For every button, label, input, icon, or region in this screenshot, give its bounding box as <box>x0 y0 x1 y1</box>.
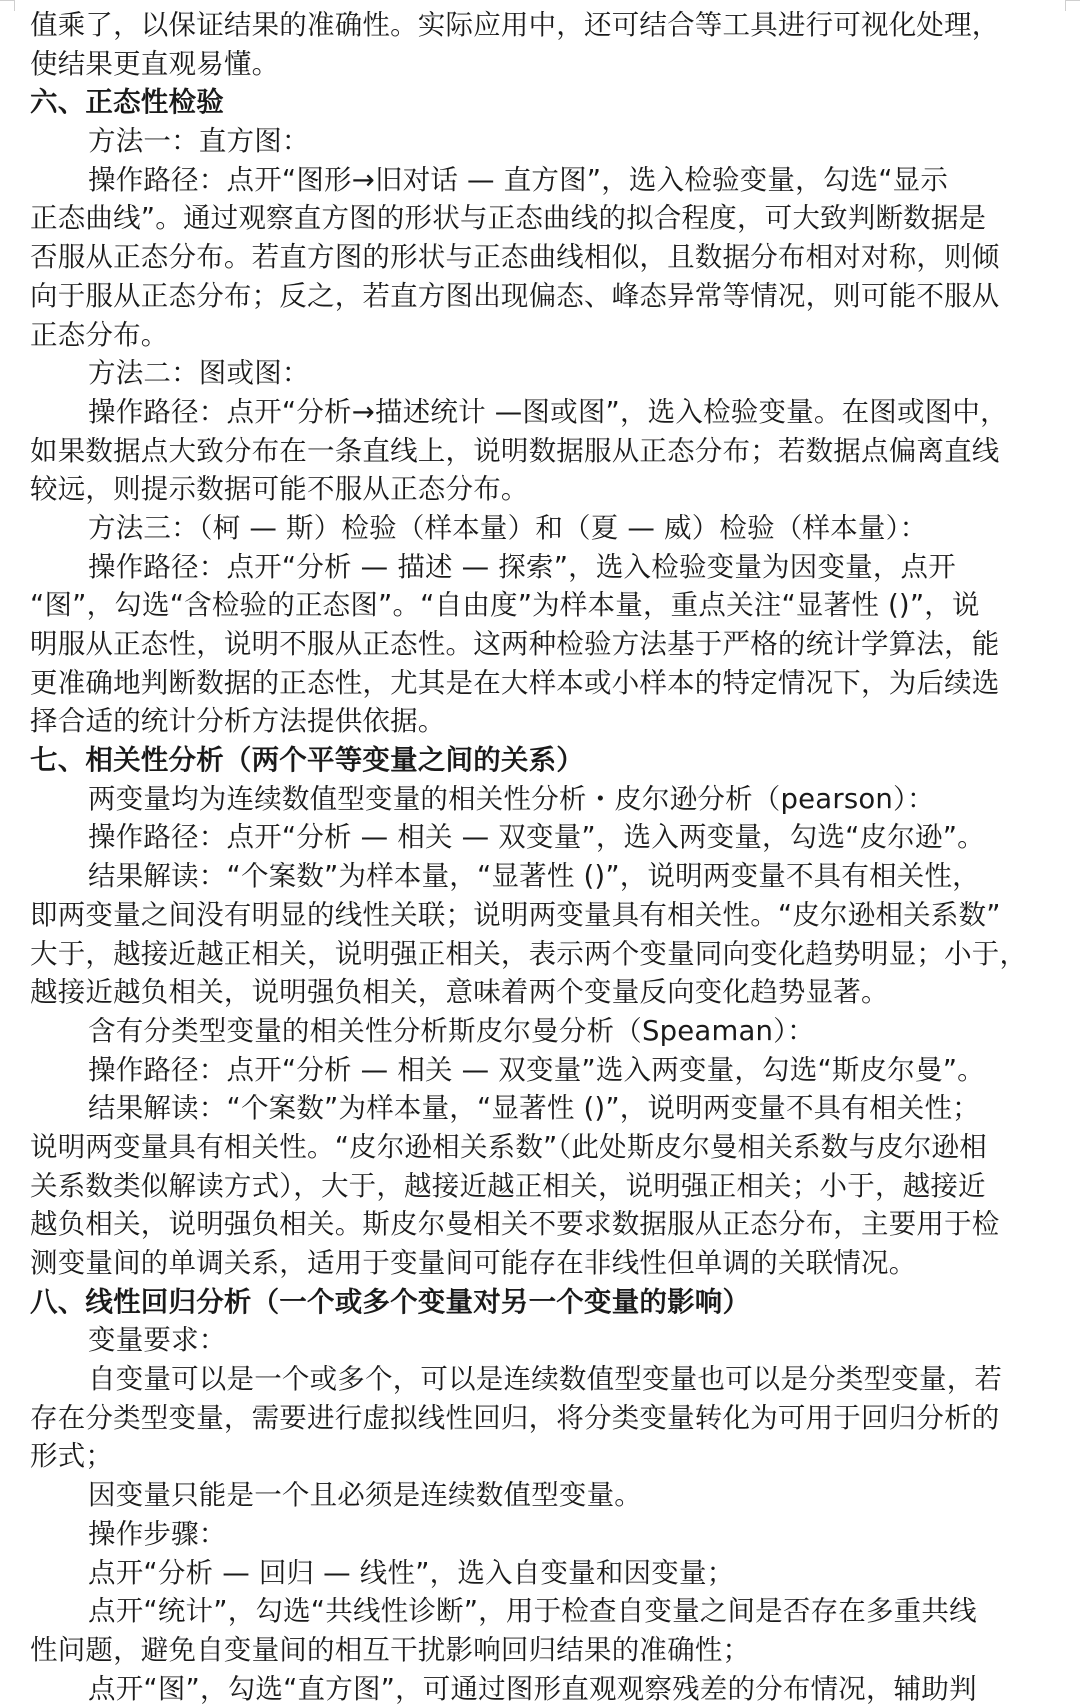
paragraph-line: 否服从正态分布。若直方图的形状与正态曲线相似，且数据分布相对对称，则倾 <box>30 241 1000 274</box>
paragraph-line: “图”，勾选“含检验的正态图”。“自由度”为样本量，重点关注“显著性 ()”，说 <box>30 589 980 622</box>
page-corner-mark <box>0 0 15 11</box>
page-corner-mark <box>1065 0 1080 11</box>
paragraph-line: 如果数据点大致分布在一条直线上，说明数据服从正态分布；若数据点偏离直线 <box>30 434 1000 467</box>
paragraph-line: 明服从正态性，说明不服从正态性。这两种检验方法基于严格的统计学算法，能 <box>30 628 1000 660</box>
paragraph-line: 因变量只能是一个且必须是连续数值型变量。 <box>88 1479 642 1512</box>
paragraph-line: 点开“分析 — 回归 — 线性”，选入自变量和因变量； <box>88 1556 735 1589</box>
paragraph-line: 结果解读：“个案数”为样本量，“显著性 ()”，说明两变量不具有相关性， <box>88 860 980 893</box>
paragraph-line: 越接近越负相关，说明强负相关，意味着两个变量反向变化趋势显著。 <box>30 976 889 1009</box>
section-heading-linear-regression: 八、线性回归分析（一个或多个变量对另一个变量的影响） <box>30 1285 751 1318</box>
subheading-variable-requirements: 变量要求： <box>88 1324 227 1357</box>
paragraph-line: 自变量可以是一个或多个，可以是连续数值型变量也可以是分类型变量，若 <box>88 1363 1003 1396</box>
section-heading-correlation: 七、相关性分析（两个平等变量之间的关系） <box>30 744 584 777</box>
paragraph-line: 正态曲线”。通过观察直方图的形状与正态曲线的拟合程度，可大致判断数据是 <box>30 202 987 235</box>
paragraph-line: 关系数类似解读方式），大于，越接近越正相关，说明强正相关；小于，越接近 <box>30 1169 986 1202</box>
section-heading-normality-test: 六、正态性检验 <box>30 86 224 119</box>
paragraph-line: 性问题，避免自变量间的相互干扰影响回归结果的准确性； <box>30 1633 751 1666</box>
paragraph-line: 操作路径：点开“图形→旧对话 — 直方图”，选入检验变量，勾选“显示 <box>88 163 949 196</box>
paragraph-line: 大于，越接近越正相关，说明强正相关，表示两个变量同向变化趋势明显；小于， <box>30 937 1028 970</box>
paragraph-line: 操作路径：点开“分析 — 相关 — 双变量”，选入两变量，勾选“皮尔逊”。 <box>88 821 985 854</box>
paragraph-line: 说明两变量具有相关性。“皮尔逊相关系数”（此处斯皮尔曼相关系数与皮尔逊相 <box>30 1130 987 1163</box>
paragraph-line: 越负相关，说明强负相关。斯皮尔曼相关不要求数据服从正态分布，主要用于检 <box>30 1208 1000 1241</box>
subheading-operation-steps: 操作步骤： <box>88 1517 227 1550</box>
method-heading-ks-sw-test: 方法三：（柯 — 斯）检验（样本量）和（夏 — 威）检验（样本量）： <box>88 511 928 544</box>
paragraph-line: 操作路径：点开“分析 — 相关 — 双变量”选入两变量，勾选“斯皮尔曼”。 <box>88 1053 985 1086</box>
paragraph-line: 较远，则提示数据可能不服从正态分布。 <box>30 473 529 506</box>
method-heading-histogram: 方法一：直方图： <box>88 125 310 158</box>
paragraph-line: 测变量间的单调关系，适用于变量间可能存在非线性但单调的关联情况。 <box>30 1247 917 1279</box>
paragraph-line: 向于服从正态分布；反之，若直方图出现偏态、峰态异常等情况，则可能不服从 <box>30 279 1000 312</box>
paragraph-line: 值乘了，以保证结果的准确性。实际应用中，还可结合等工具进行可视化处理， <box>30 9 1000 41</box>
subheading-pearson: 两变量均为连续数值型变量的相关性分析・皮尔逊分析（pearson）： <box>88 782 935 815</box>
paragraph-line: 操作路径：点开“分析 — 描述 — 探索”，选入检验变量为因变量，点开 <box>88 550 956 583</box>
method-heading-qq-plot: 方法二：图或图： <box>88 357 310 390</box>
paragraph-line: 更准确地判断数据的正态性，尤其是在大样本或小样本的特定情况下，为后续选 <box>30 666 1000 699</box>
paragraph-line: 结果解读：“个案数”为样本量，“显著性 ()”，说明两变量不具有相关性； <box>88 1092 980 1125</box>
paragraph-line: 使结果更直观易懂。 <box>30 47 280 80</box>
paragraph-line: 存在分类型变量，需要进行虚拟线性回归，将分类变量转化为可用于回归分析的 <box>30 1401 1000 1434</box>
paragraph-line: 形式； <box>30 1440 114 1473</box>
paragraph-line: 点开“统计”，勾选“共线性诊断”，用于检查自变量之间是否存在多重共线 <box>88 1595 977 1628</box>
paragraph-line: 择合适的统计分析方法提供依据。 <box>30 705 446 738</box>
paragraph-line: 操作路径：点开“分析→描述统计 —图或图”，选入检验变量。在图或图中， <box>88 395 1008 428</box>
paragraph-line: 点开“图”，勾选“直方图”，可通过图形直观观察残差的分布情况，辅助判 <box>88 1672 977 1705</box>
paragraph-line: 正态分布。 <box>30 318 169 351</box>
subheading-spearman: 含有分类型变量的相关性分析斯皮尔曼分析（Speaman）： <box>88 1014 815 1047</box>
paragraph-line: 即两变量之间没有明显的线性关联；说明两变量具有相关性。“皮尔逊相关系数” <box>30 898 1001 931</box>
